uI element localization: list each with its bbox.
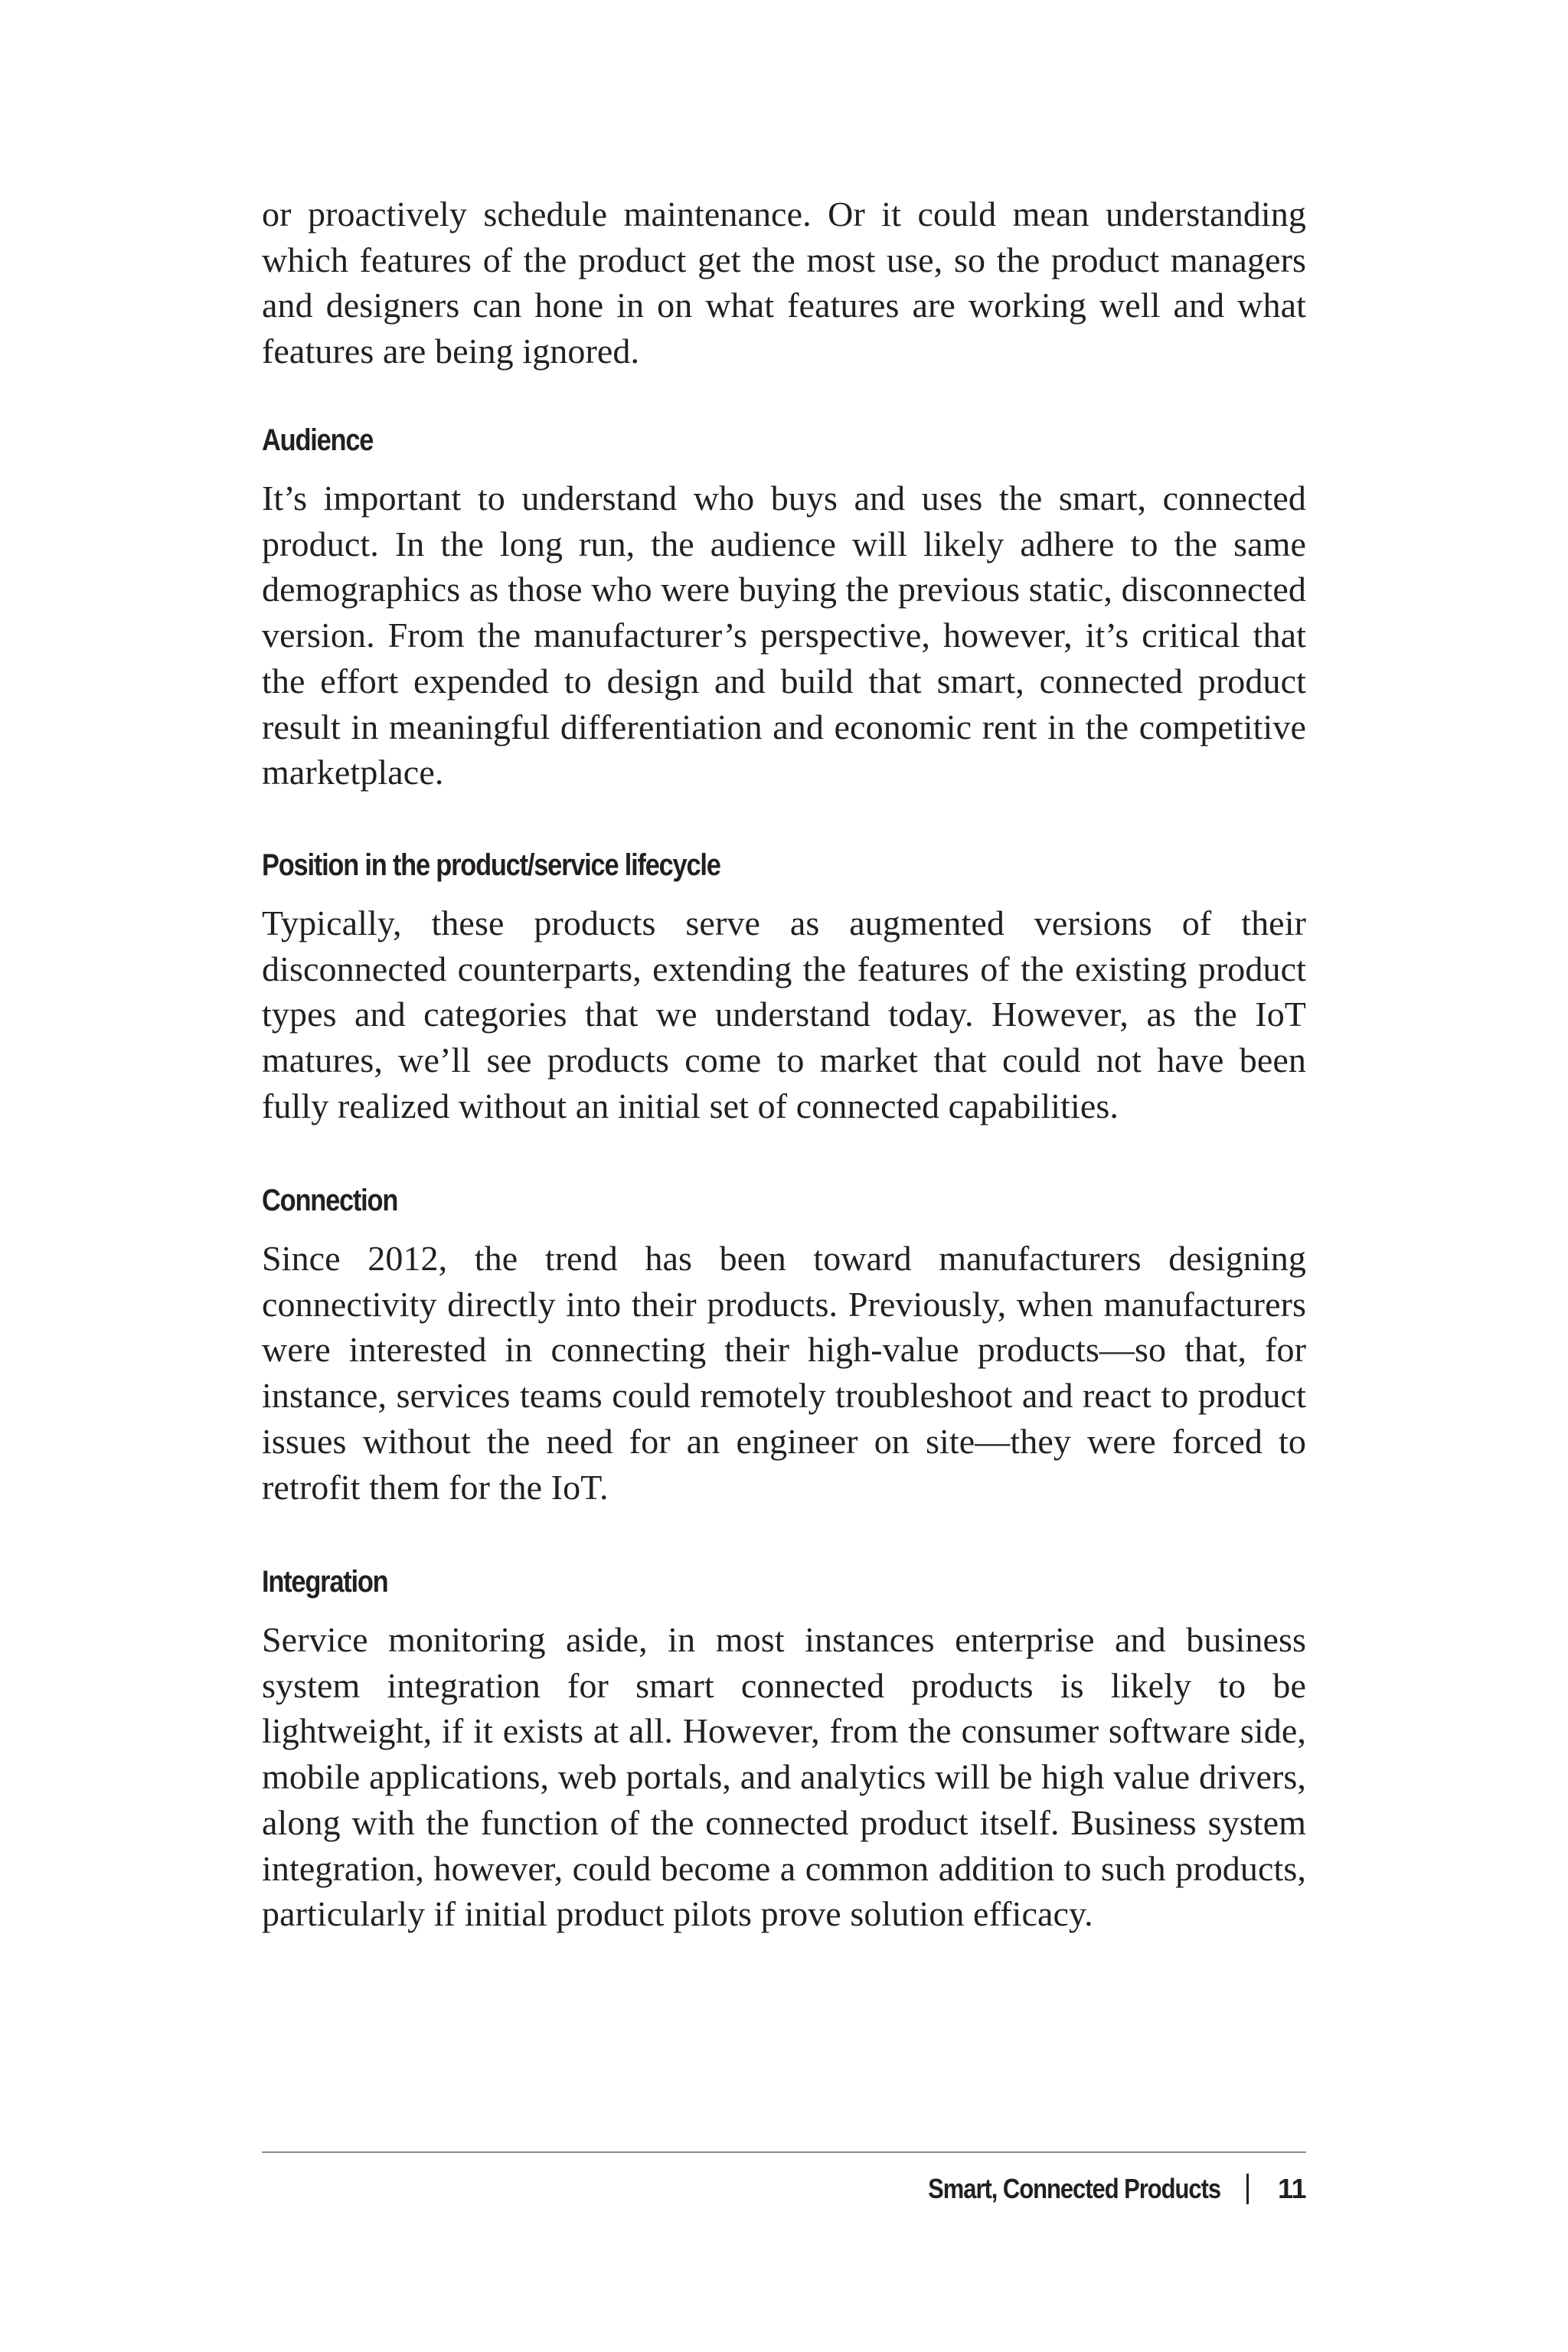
running-footer xyxy=(880,2170,1306,2208)
section-paragraph: Service monitoring aside, in most instances enterprise and business system integration for smart connected products is likely to be lightweight, if it exists at all. However, from the consumer software side, mobile applications, web portals, and analytics will be high value drivers, along with the function of the connected product itself. Business system integration, however, could become a common addition to such products, particularly if initial product pilots prove solution efficacy. xyxy=(262,1620,1306,1934)
section-paragraph: Since 2012, the trend has been toward manufacturers designing connectivity directly into their products. Previously, when manufacturers were interested in connecting their high-value products—so that, for instance, services teams could remotely troubleshoot and react to product issues without the need for an engineer on site—they were forced to retrofit them for the IoT. xyxy=(262,1239,1306,1507)
footer-book-title: Smart, Connected Products xyxy=(928,2173,1220,2204)
section-audience xyxy=(262,421,1306,795)
page-body xyxy=(262,191,1306,1934)
footer-separator xyxy=(1246,2174,1249,2204)
section-integration xyxy=(262,1563,1306,1937)
section-position-in-lifecycle xyxy=(262,846,1306,1129)
section-heading: Audience xyxy=(262,423,374,457)
section-heading: Position in the product/service lifecycle xyxy=(262,848,720,882)
section-paragraph: It’s important to understand who buys and uses the smart, connected product. In the long run, the audience will likely adhere to the same demographics as those who were buying the previous static, disconnected version. From the manufacturer’s perspective, however, it’s critical that the effort expended to design and build that smart, connected product result in meaningful differentiation and economic rent in the competitive marketplace. xyxy=(262,479,1306,792)
section-heading: Connection xyxy=(262,1184,398,1217)
page-number: 11 xyxy=(1277,2173,1306,2204)
footer-divider xyxy=(262,2151,1306,2153)
section-paragraph: Typically, these products serve as augmented versions of their disconnected counterparts, extending the features of the existing product types and categories that we understand today. However, as the IoT matures, we’ll see products come to market that could not have been fully realized without an initial set of connected capabilities. xyxy=(262,903,1306,1125)
section-connection xyxy=(262,1181,1306,1510)
section-heading: Integration xyxy=(262,1565,388,1599)
page-footer xyxy=(262,2151,1306,2213)
intro-paragraph: or proactively schedule maintenance. Or it could mean understanding which features of the product get the most use, so the product managers and designers can hone in on what features are working well and what features are being ignored. xyxy=(262,194,1306,371)
